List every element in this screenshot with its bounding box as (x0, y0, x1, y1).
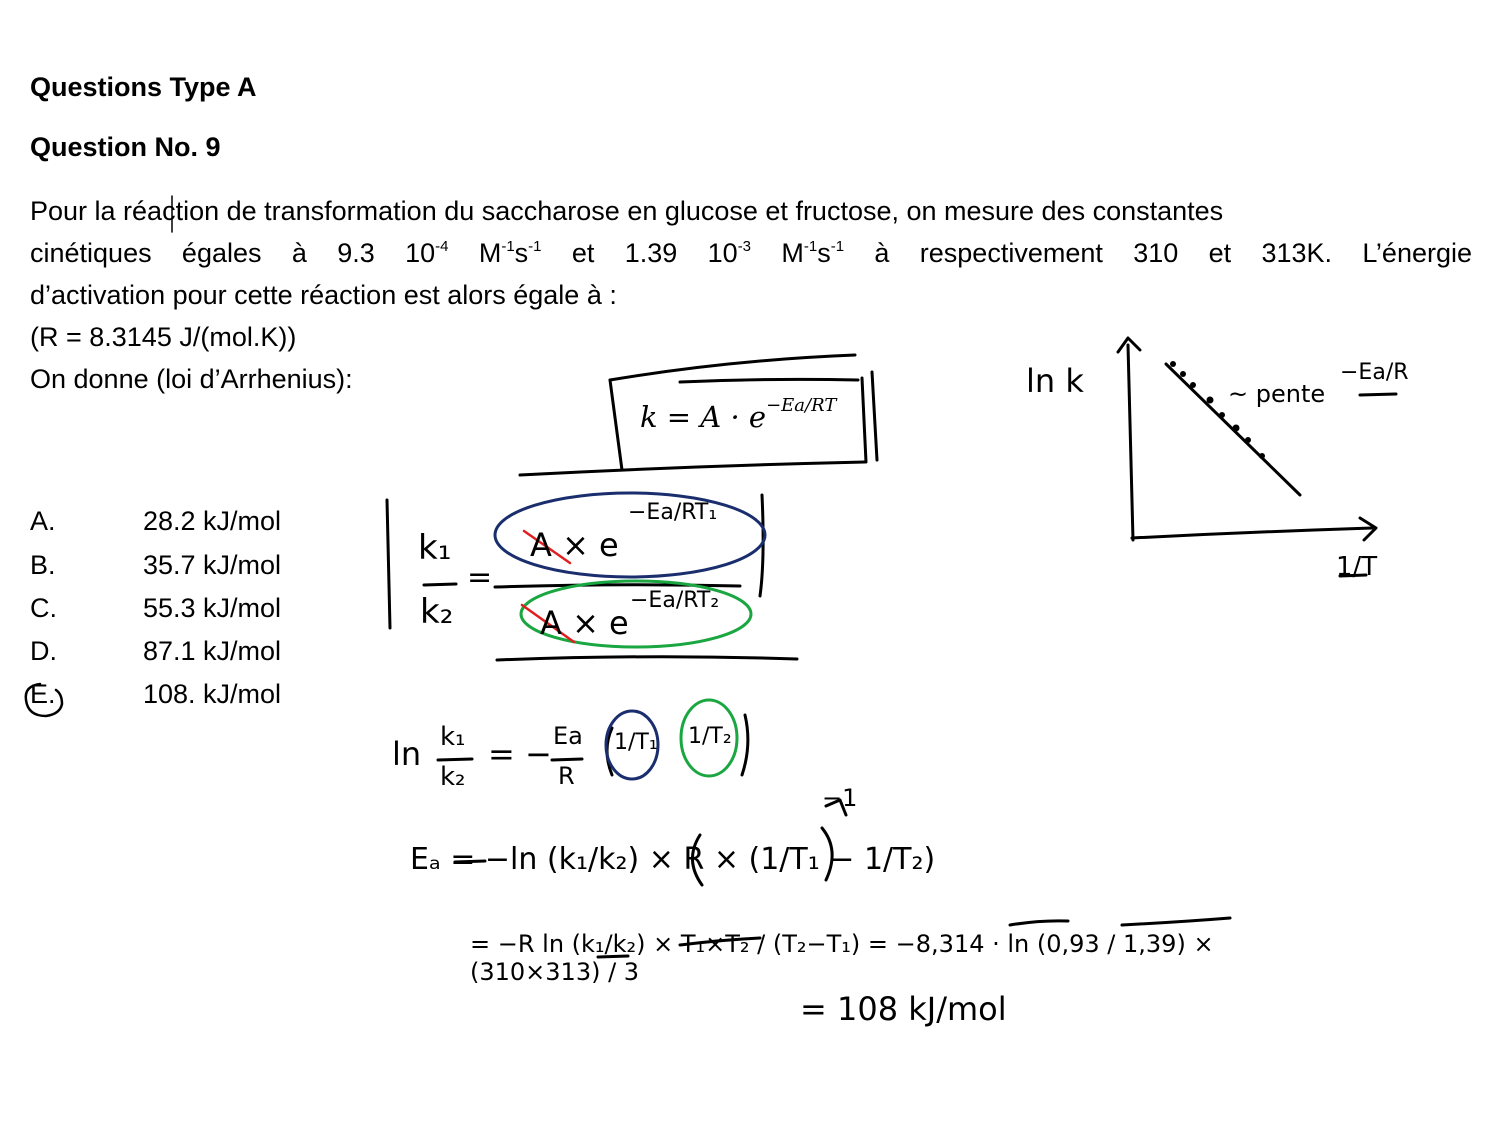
option-d-letter[interactable]: D. (30, 636, 57, 666)
graph-y-label: ln k (1026, 362, 1084, 400)
log-k2: k₂ (440, 762, 466, 792)
option-b-value[interactable]: 35.7 kJ/mol (143, 550, 282, 580)
x-axis (1132, 528, 1372, 538)
question-title: Question No. 9 (30, 132, 221, 162)
paragraph-line-2: cinétiques égales à 9.3 $10^{-4}$ $M^{-1}s^{-1}$ et 1.39 $10^{-3}$ $M^{-1}s^{-1}$ à respectivement 310 et 313K. L’énergie (30, 238, 1472, 268)
ratio-lhs-num: k₁ (418, 528, 452, 568)
paragraph-line-3: d’activation pour cette réaction est alors égale à : (30, 280, 617, 310)
log-r: R (558, 762, 575, 790)
log-t1: 1/T₁ (614, 730, 658, 755)
graph-data-points (1170, 361, 1265, 459)
option-e-letter[interactable]: E. (30, 679, 56, 709)
log-k1: k₁ (440, 722, 466, 752)
ratio-den: A × e (540, 604, 629, 642)
ratio-equals: = (467, 560, 493, 595)
ea-power: −1 (822, 784, 858, 812)
option-d-value[interactable]: 87.1 kJ/mol (143, 636, 282, 666)
option-c-letter[interactable]: C. (30, 593, 57, 623)
graph-slope-value: −Ea/R (1340, 360, 1409, 385)
option-a-value[interactable]: 28.2 kJ/mol (143, 506, 282, 536)
log-t2: 1/T₂ (688, 724, 732, 749)
ratio-num: A × e (530, 526, 619, 564)
ratio-num-exp: −Ea/RT₁ (628, 500, 718, 525)
log-ea: Ea (553, 722, 583, 750)
arrhenius-intro: On donne (loi d’Arrhenius): (30, 364, 353, 394)
ratio-lhs-den: k₂ (420, 592, 454, 632)
option-e-value[interactable]: 108. kJ/mol (143, 679, 282, 709)
option-a-letter[interactable]: A. (30, 506, 56, 536)
ea-equation: Eₐ = −ln (k₁/k₂) × R × (1/T₁ − 1/T₂) (410, 842, 936, 877)
arrhenius-formula: $k = A \cdot e^{-Ea/RT}$ (640, 395, 837, 434)
log-rhs: = − (488, 735, 552, 773)
formula-box-strokes (520, 355, 877, 475)
final-result: = 108 kJ/mol (800, 990, 1007, 1028)
graph-slope-label: ~ pente (1228, 380, 1326, 408)
option-b-letter[interactable]: B. (30, 550, 56, 580)
option-c-value[interactable]: 55.3 kJ/mol (143, 593, 282, 623)
answer-circle-icon (26, 684, 62, 716)
ratio-den-exp: −Ea/RT₂ (630, 588, 720, 613)
section-title: Questions Type A (30, 72, 257, 102)
graph-x-label: 1/T (1336, 552, 1378, 582)
y-axis (1128, 345, 1133, 540)
paragraph-line-1: Pour la réaction de transformation du saccharose en glucose et fructose, on mesure des constantes (30, 196, 1224, 226)
gas-constant-line: (R = 8.3145 J/(mol.K)) (30, 322, 297, 352)
calculation-line: = −R ln (k₁/k₂) × T₁×T₂ / (T₂−T₁) = −8,314 · ln (0,93 / 1,39) × (310×313) / 3 (470, 930, 1214, 986)
log-ln: ln (392, 735, 422, 773)
